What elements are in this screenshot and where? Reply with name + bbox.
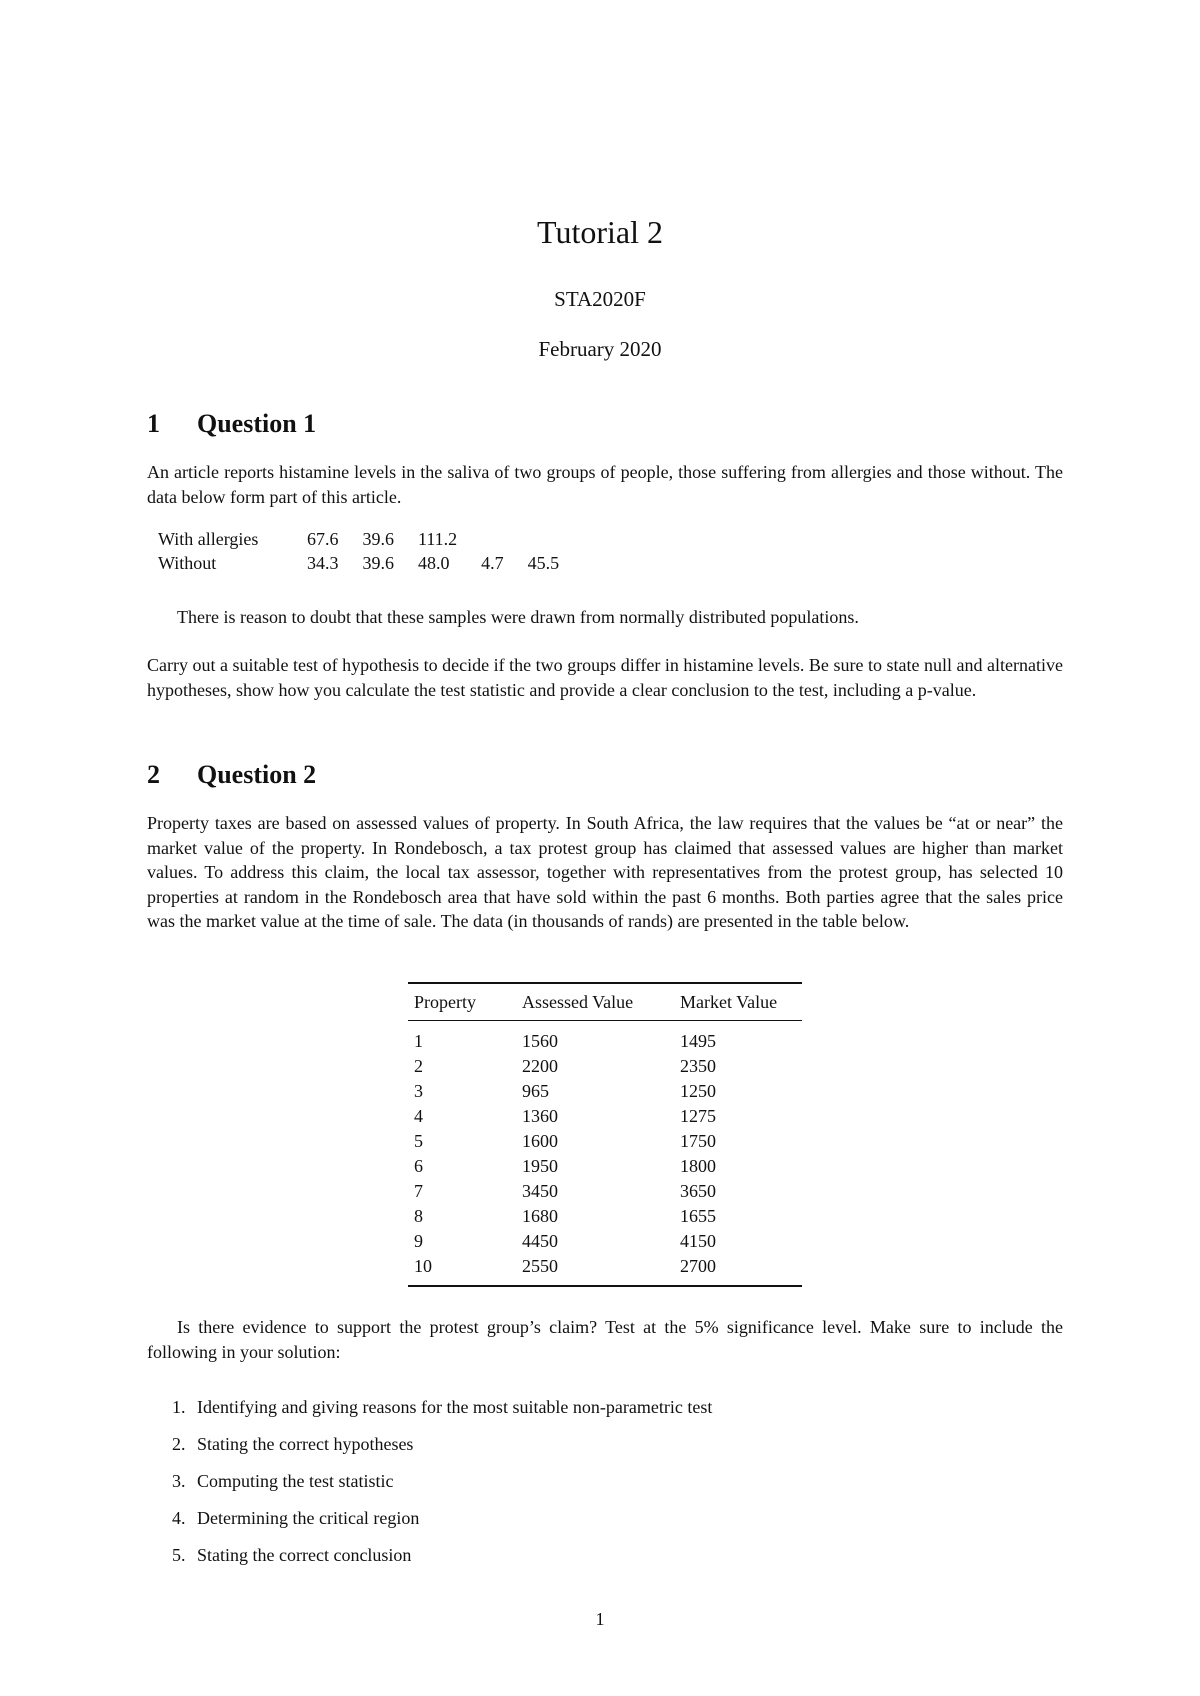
- list-item: [172, 1506, 712, 1543]
- table-cell: 1600: [522, 1131, 558, 1151]
- list-item-text: Stating the correct conclusion: [197, 1545, 412, 1565]
- table-cell: 1655: [680, 1206, 716, 1226]
- table-row: [408, 1229, 802, 1254]
- list-item-number: 2.: [172, 1434, 186, 1454]
- document-title: Tutorial 2: [537, 214, 663, 250]
- section-number: 1: [147, 409, 160, 438]
- table-cell: 39.6: [362, 529, 394, 549]
- table-cell: 1800: [680, 1156, 716, 1176]
- table-row: [408, 1054, 802, 1079]
- table-cell: 7: [414, 1181, 423, 1201]
- table-cell: 8: [414, 1206, 423, 1226]
- q1-task: Carry out a suitable test of hypothesis to decide if the two groups differ in histamine levels. Be sure to state null and alternative hypotheses, show how you calculate the test statistic and provide a clear conclusion to the test, including a p-value.: [147, 655, 1063, 700]
- list-item: [172, 1543, 712, 1580]
- table-cell: 4150: [680, 1231, 716, 1251]
- list-item: [172, 1395, 712, 1432]
- table-cell: 5: [414, 1131, 423, 1151]
- list-item: [172, 1432, 712, 1469]
- list-item-number: 1.: [172, 1397, 186, 1417]
- table-cell: 1: [414, 1031, 423, 1051]
- table-cell: 1275: [680, 1106, 716, 1126]
- list-item-text: Computing the test statistic: [197, 1471, 394, 1491]
- table-row: [408, 1154, 802, 1179]
- list-item-text: Determining the critical region: [197, 1508, 420, 1528]
- table-row: [408, 1254, 802, 1286]
- table-cell: 3650: [680, 1181, 716, 1201]
- table-cell: [481, 529, 528, 553]
- table-row: [158, 529, 583, 553]
- table-cell: 1360: [522, 1106, 558, 1126]
- list-item-text: Stating the correct hypotheses: [197, 1434, 414, 1454]
- q1-intro: An article reports histamine levels in the saliva of two groups of people, those suffering from allergies and those without. The data below form part of this article.: [147, 462, 1063, 507]
- table-cell: 4: [414, 1106, 423, 1126]
- table-row: [408, 1129, 802, 1154]
- table-cell: 9: [414, 1231, 423, 1251]
- table-cell: 2350: [680, 1056, 716, 1076]
- table-cell: 1680: [522, 1206, 558, 1226]
- table-cell: 10: [414, 1256, 432, 1276]
- table-cell: 3450: [522, 1181, 558, 1201]
- table-row: [408, 1079, 802, 1104]
- table-cell: [528, 529, 584, 553]
- column-header: Assessed Value: [516, 983, 674, 1021]
- table-cell: 48.0: [418, 553, 450, 573]
- table-cell: 6: [414, 1156, 423, 1176]
- section-heading-q1: [147, 409, 316, 439]
- table-row: [408, 1104, 802, 1129]
- section-number: 2: [147, 760, 160, 789]
- histamine-data-table: [158, 529, 583, 577]
- table-row: [408, 1204, 802, 1229]
- section-title: Question 1: [197, 409, 317, 438]
- section-heading-q2: [147, 760, 316, 790]
- group-label: With allergies: [158, 529, 259, 549]
- table-cell: 67.6: [307, 529, 339, 549]
- solution-steps-list: [172, 1395, 712, 1580]
- property-values-table: [408, 982, 802, 1287]
- table-row: [408, 1179, 802, 1204]
- table-header-row: [408, 983, 802, 1021]
- table-cell: 4450: [522, 1231, 558, 1251]
- page-number: 1: [595, 1609, 605, 1629]
- q1-note: There is reason to doubt that these samples were drawn from normally distributed populations.: [177, 607, 859, 627]
- table-cell: 39.6: [362, 553, 394, 573]
- group-label: Without: [158, 553, 217, 573]
- list-item-number: 5.: [172, 1545, 186, 1565]
- list-item-number: 3.: [172, 1471, 186, 1491]
- table-cell: 2: [414, 1056, 423, 1076]
- table-cell: 1750: [680, 1131, 716, 1151]
- course-code: STA2020F: [554, 287, 646, 311]
- column-header: Property: [408, 983, 516, 1021]
- table-row: [408, 1021, 802, 1055]
- list-item: [172, 1469, 712, 1506]
- table-cell: 1495: [680, 1031, 716, 1051]
- table-cell: 1560: [522, 1031, 558, 1051]
- table-cell: 1250: [680, 1081, 716, 1101]
- table-cell: 2200: [522, 1056, 558, 1076]
- section-title: Question 2: [197, 760, 317, 789]
- list-item-text: Identifying and giving reasons for the most suitable non-parametric test: [197, 1397, 713, 1417]
- table-row: [158, 553, 583, 577]
- list-item-number: 4.: [172, 1508, 186, 1528]
- table-cell: 34.3: [307, 553, 339, 573]
- q2-intro: Property taxes are based on assessed values of property. In South Africa, the law requires that the values be “at or near” the market value of the property. In Rondebosch, a tax protest group has claimed that assessed values are higher than market values. To address this claim, the local tax assessor, together with representatives from the protest group, has selected 10 properties at random in the Rondebosch area that have sold within the past 6 months. Both parties agree that the sales price was the market value at the time of sale. The data (in thousands of rands) are presented in the table below.: [147, 813, 1063, 931]
- table-cell: 45.5: [527, 553, 560, 573]
- column-header: Market Value: [674, 983, 802, 1021]
- table-cell: 2700: [680, 1256, 716, 1276]
- document-date: February 2020: [538, 337, 662, 361]
- table-cell: 965: [522, 1081, 549, 1101]
- table-cell: 4.7: [481, 553, 504, 573]
- table-cell: 3: [414, 1081, 423, 1101]
- table-cell: 111.2: [418, 529, 458, 549]
- table-cell: 2550: [522, 1256, 558, 1276]
- table-cell: 1950: [522, 1156, 558, 1176]
- q2-question: Is there evidence to support the protest group’s claim? Test at the 5% significance level. Make sure to include the following in your solution:: [147, 1317, 1063, 1362]
